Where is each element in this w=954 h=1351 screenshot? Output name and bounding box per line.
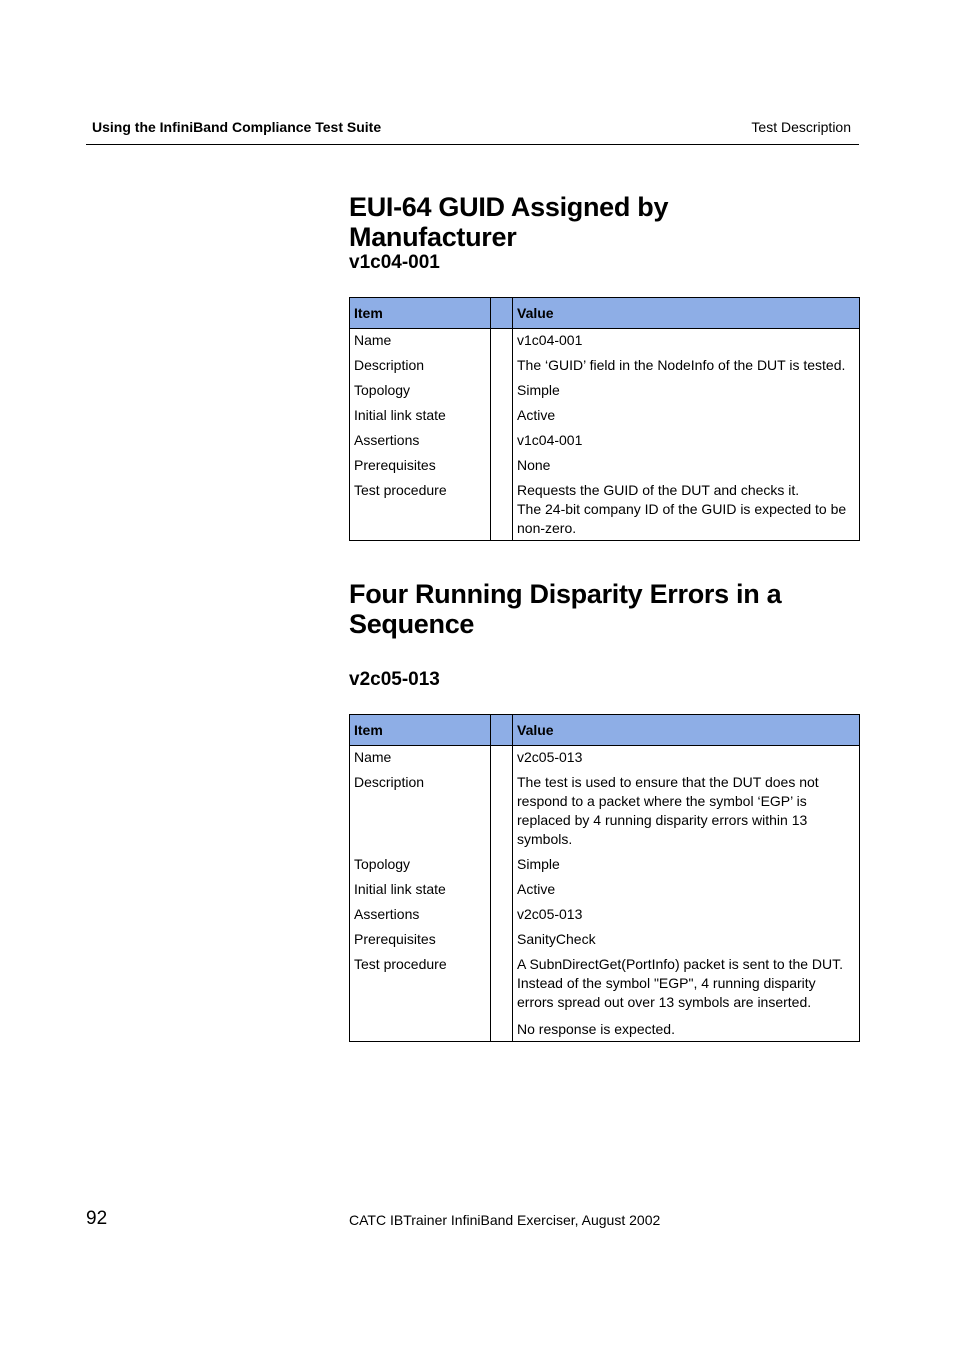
page-number: 92 <box>86 1208 108 1229</box>
table-row <box>350 746 860 773</box>
row-item: Initial link state <box>350 405 491 430</box>
row-item: Assertions <box>350 430 491 455</box>
row-spacer <box>491 904 513 929</box>
row-spacer <box>491 772 513 854</box>
row-item: Test procedure <box>350 954 491 1042</box>
row-value-line: No response is expected. <box>517 1021 675 1037</box>
row-value: Simple <box>513 854 860 879</box>
column-header-item: Item <box>350 715 491 746</box>
table-row <box>350 954 860 1042</box>
footer-text: CATC IBTrainer InfiniBand Exerciser, August 2002 <box>349 1212 661 1228</box>
row-spacer <box>491 355 513 380</box>
section1-spec-table <box>349 297 860 541</box>
row-value: v1c04-001 <box>513 430 860 455</box>
row-spacer <box>491 746 513 773</box>
section2-heading: Four Running Disparity Errors in a Sequence <box>349 579 782 639</box>
table-row <box>350 380 860 405</box>
row-spacer <box>491 480 513 541</box>
row-spacer <box>491 329 513 356</box>
column-header-value: Value <box>513 715 860 746</box>
table-row <box>350 772 860 854</box>
row-value-line: A SubnDirectGet(PortInfo) packet is sent to the DUT. Instead of the symbol "EGP", 4 running disparity errors spread out over 13 symbols are inserted. <box>517 956 844 1010</box>
table-row <box>350 879 860 904</box>
row-item: Name <box>350 329 491 356</box>
running-header-section: Test Description <box>751 119 851 135</box>
section2-subheading: v2c05-013 <box>349 669 440 690</box>
column-header-item: Item <box>350 298 491 329</box>
row-spacer <box>491 954 513 1042</box>
row-spacer <box>491 455 513 480</box>
row-item: Topology <box>350 380 491 405</box>
row-item: Test procedure <box>350 480 491 541</box>
table-row <box>350 355 860 380</box>
table-row <box>350 929 860 954</box>
row-value: None <box>513 455 860 480</box>
section1-subheading: v1c04-001 <box>349 252 440 273</box>
table-row <box>350 329 860 356</box>
column-header-spacer <box>491 715 513 746</box>
row-value-line: The 24-bit company ID of the GUID is expected to be non-zero. <box>517 501 847 536</box>
row-spacer <box>491 854 513 879</box>
column-header-value: Value <box>513 298 860 329</box>
table-row <box>350 854 860 879</box>
row-item: Initial link state <box>350 879 491 904</box>
table-row <box>350 480 860 541</box>
row-value <box>513 954 860 1042</box>
row-value: Active <box>513 879 860 904</box>
row-spacer <box>491 405 513 430</box>
row-value: v1c04-001 <box>513 329 860 356</box>
row-value: v2c05-013 <box>513 904 860 929</box>
section2-spec-table <box>349 714 860 1042</box>
table-header-row <box>350 715 860 746</box>
table-row <box>350 430 860 455</box>
row-value: Active <box>513 405 860 430</box>
row-value: The ‘GUID’ field in the NodeInfo of the DUT is tested. <box>513 355 860 380</box>
section1-heading: EUI-64 GUID Assigned by Manufacturer <box>349 192 669 252</box>
row-item: Assertions <box>350 904 491 929</box>
running-header-title: Using the InfiniBand Compliance Test Suite <box>92 119 382 135</box>
row-value: v2c05-013 <box>513 746 860 773</box>
table-row <box>350 904 860 929</box>
row-item: Topology <box>350 854 491 879</box>
column-header-spacer <box>491 298 513 329</box>
row-value <box>513 480 860 541</box>
row-spacer <box>491 430 513 455</box>
row-value: Simple <box>513 380 860 405</box>
row-spacer <box>491 879 513 904</box>
row-value-line: Requests the GUID of the DUT and checks it. <box>517 482 800 498</box>
row-value: SanityCheck <box>513 929 860 954</box>
row-item: Description <box>350 772 491 854</box>
row-item: Description <box>350 355 491 380</box>
row-spacer <box>491 929 513 954</box>
row-item: Prerequisites <box>350 929 491 954</box>
table-row <box>350 405 860 430</box>
row-spacer <box>491 380 513 405</box>
row-item: Name <box>350 746 491 773</box>
table-header-row <box>350 298 860 329</box>
table-row <box>350 455 860 480</box>
row-item: Prerequisites <box>350 455 491 480</box>
header-rule <box>86 144 859 145</box>
row-value: The test is used to ensure that the DUT does not respond to a packet where the symbol ‘EGP’ is replaced by 4 running disparity errors within 13 symbols. <box>513 772 860 854</box>
